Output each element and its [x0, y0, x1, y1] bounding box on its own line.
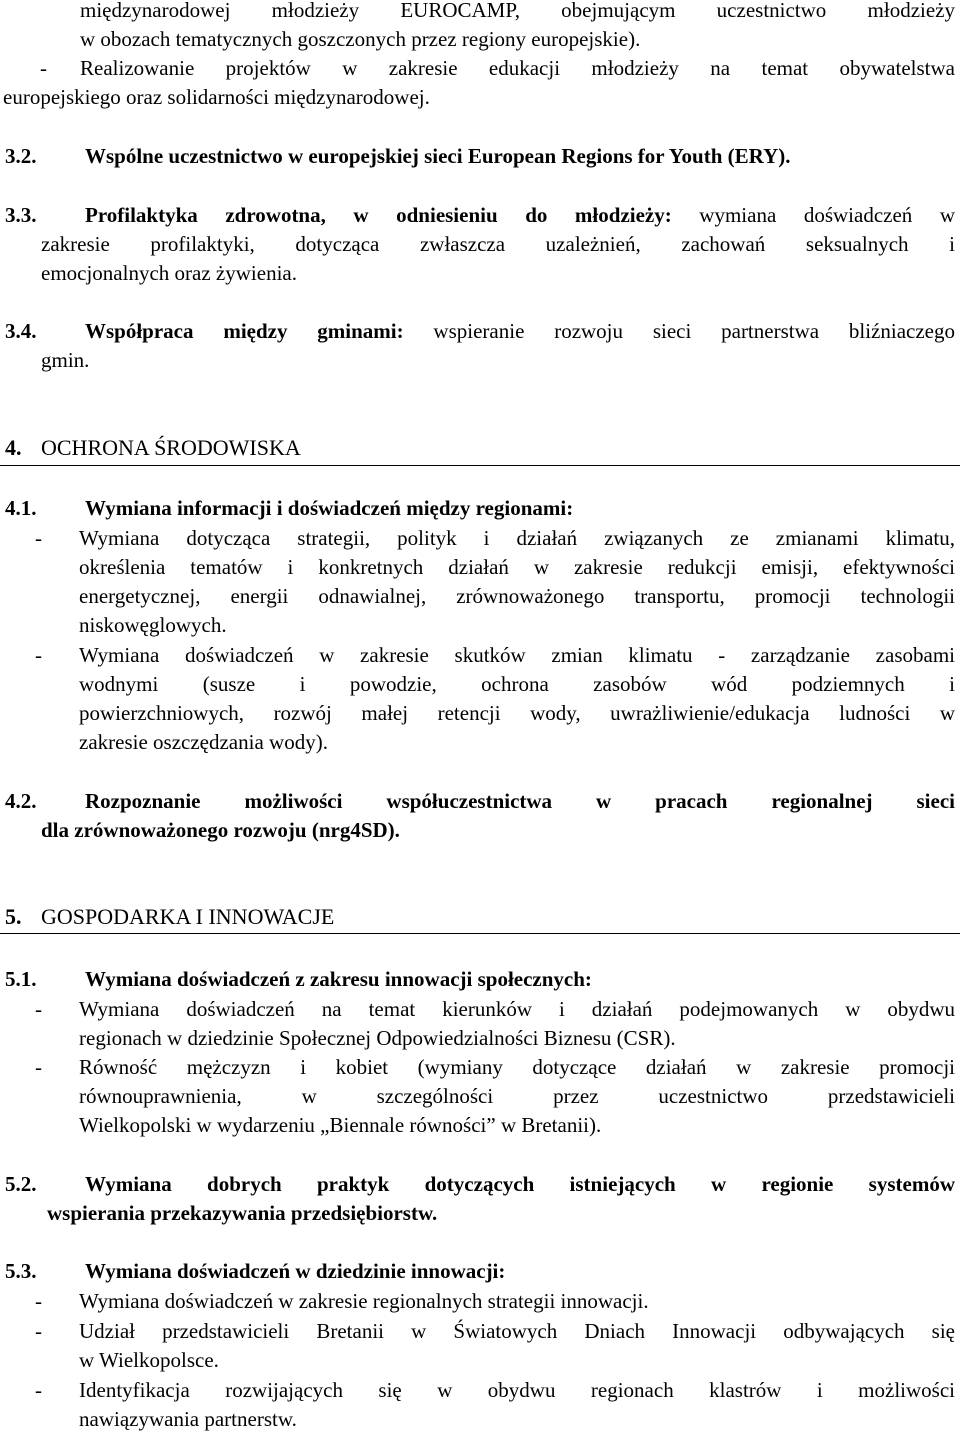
- text-line: zakresie oszczędzania wody).: [79, 730, 328, 754]
- section-title: Wymiana dobrych praktyk dotyczących istniejących w regionie systemów: [85, 1172, 955, 1196]
- text-line: powierzchniowych, rozwój małej retencji wody, uwrażliwienie/edukacja ludności w: [79, 701, 955, 725]
- text-line: Wymiana doświadczeń w zakresie skutków zmian klimatu - zarządzanie zasobami: [79, 643, 955, 667]
- bullet-dash: -: [35, 526, 42, 550]
- text-line: nawiązywania partnerstw.: [79, 1407, 297, 1431]
- chapter-title: GOSPODARKA I INNOWACJE: [41, 904, 335, 929]
- chapter-5-heading: [5, 902, 960, 931]
- section-5-3: [5, 1257, 955, 1286]
- section-5-3-bullet-2: [35, 1317, 955, 1375]
- section-number: 3.4.: [5, 319, 37, 343]
- top-bullet: [0, 54, 955, 112]
- section-5-1-bullet-2: [35, 1053, 955, 1140]
- text-line: Wielkopolski w wydarzeniu „Biennale równości” w Bretanii).: [79, 1113, 602, 1137]
- bullet-dash: -: [35, 997, 42, 1021]
- section-title: Rozpoznanie możliwości współuczestnictwa w pracach regionalnej sieci: [85, 789, 955, 813]
- section-title: dla zrównoważonego rozwoju (nrg4SD).: [41, 818, 400, 842]
- text-line: Realizowanie projektów w zakresie edukacji młodzieży na temat obywatelstwa: [80, 56, 955, 80]
- chapter-rule: [0, 465, 960, 466]
- section-title: Wymiana doświadczeń z zakresu innowacji społecznych:: [85, 967, 592, 991]
- text-line: europejskiego oraz solidarności międzynarodowej.: [3, 85, 430, 109]
- section-title: Wymiana informacji i doświadczeń między regionami:: [85, 496, 574, 520]
- section-5-3-bullet-1: [35, 1287, 955, 1316]
- section-5-3-bullet-3: [35, 1376, 955, 1434]
- section-number: 4.2.: [5, 789, 37, 813]
- section-number: 5.3.: [5, 1259, 37, 1283]
- bullet-dash: -: [35, 1055, 42, 1079]
- section-5-2: [5, 1170, 955, 1228]
- text-line: [85, 201, 955, 230]
- chapter-rule: [0, 933, 960, 934]
- section-4-1: [5, 494, 955, 523]
- chapter-title: OCHRONA ŚRODOWISKA: [41, 435, 301, 460]
- section-3-4: [5, 317, 955, 375]
- text-line: regionach w dziedzinie Społecznej Odpowiedzialności Biznesu (CSR).: [79, 1026, 676, 1050]
- bullet-dash: -: [35, 1289, 42, 1313]
- text-line: w Wielkopolsce.: [79, 1348, 219, 1372]
- text-line: Wymiana doświadczeń w zakresie regionalnych strategii innowacji.: [79, 1289, 649, 1313]
- section-4-1-bullet-2: [35, 641, 955, 757]
- text-line: emocjonalnych oraz żywienia.: [41, 261, 297, 285]
- text-line: niskowęglowych.: [79, 613, 227, 637]
- text-line: Udział przedstawicieli Bretanii w Światowych Dniach Innowacji odbywających się: [79, 1319, 955, 1343]
- text-span: wspieranie rozwoju sieci partnerstwa bliźniaczego: [433, 319, 955, 343]
- text-line: [85, 317, 955, 346]
- section-title: Współpraca między gminami:: [85, 319, 404, 343]
- bullet-dash: -: [35, 1378, 42, 1402]
- chapter-number: 4.: [5, 435, 22, 460]
- text-line: Równość mężczyzn i kobiet (wymiany dotyczące działań w zakresie promocji: [79, 1055, 955, 1079]
- text-line: Wymiana dotycząca strategii, polityk i działań związanych ze zmianami klimatu,: [79, 526, 955, 550]
- section-4-2: [5, 787, 955, 845]
- section-number: 4.1.: [5, 496, 37, 520]
- section-title: Profilaktyka zdrowotna, w odniesieniu do młodzieży:: [85, 203, 672, 227]
- section-number: 3.3.: [5, 203, 37, 227]
- section-title: Wymiana doświadczeń w dziedzinie innowacji:: [85, 1259, 506, 1283]
- chapter-4-heading: [5, 433, 960, 462]
- section-title: Wspólne uczestnictwo w europejskiej sieci European Regions for Youth (ERY).: [85, 144, 791, 168]
- bullet-dash: -: [40, 56, 47, 80]
- section-number: 3.2.: [5, 144, 37, 168]
- section-number: 5.1.: [5, 967, 37, 991]
- text-line: gmin.: [41, 348, 90, 372]
- chapter-number: 5.: [5, 904, 22, 929]
- section-4-1-bullet-1: [35, 524, 955, 640]
- text-line: Identyfikacja rozwijających się w obydwu regionach klastrów i możliwości: [79, 1378, 955, 1402]
- text-line: zakresie profilaktyki, dotycząca zwłaszcza uzależnień, zachowań seksualnych i: [41, 232, 955, 256]
- bullet-line: [0, 54, 955, 83]
- section-5-1: [5, 965, 955, 994]
- top-paragraph: [80, 0, 955, 54]
- bullet-dash: -: [35, 1319, 42, 1343]
- section-5-1-bullet-1: [35, 995, 955, 1053]
- text-line: Wymiana doświadczeń na temat kierunków i działań podejmowanych w obydwu: [79, 997, 955, 1021]
- text-line: wodnymi (susze i powodzie, ochrona zasobów wód podziemnych i: [79, 672, 955, 696]
- text-span: wymiana doświadczeń w: [699, 203, 955, 227]
- section-number: 5.2.: [5, 1172, 37, 1196]
- text-line: międzynarodowej młodzieży EUROCAMP, obejmującym uczestnictwo młodzieży: [80, 0, 955, 22]
- text-line: równouprawnienia, w szczególności przez uczestnictwo przedstawicieli: [79, 1084, 955, 1108]
- text-line: w obozach tematycznych goszczonych przez regiony europejskie).: [80, 27, 641, 51]
- text-line: energetycznej, energii odnawialnej, zrównoważonego transportu, promocji technologii: [79, 584, 955, 608]
- bullet-dash: -: [35, 643, 42, 667]
- section-title: wspierania przekazywania przedsiębiorstw.: [47, 1201, 438, 1225]
- section-3-2: [5, 142, 960, 171]
- text-line: określenia tematów i konkretnych działań w zakresie redukcji emisji, efektywności: [79, 555, 955, 579]
- section-3-3: [5, 201, 955, 288]
